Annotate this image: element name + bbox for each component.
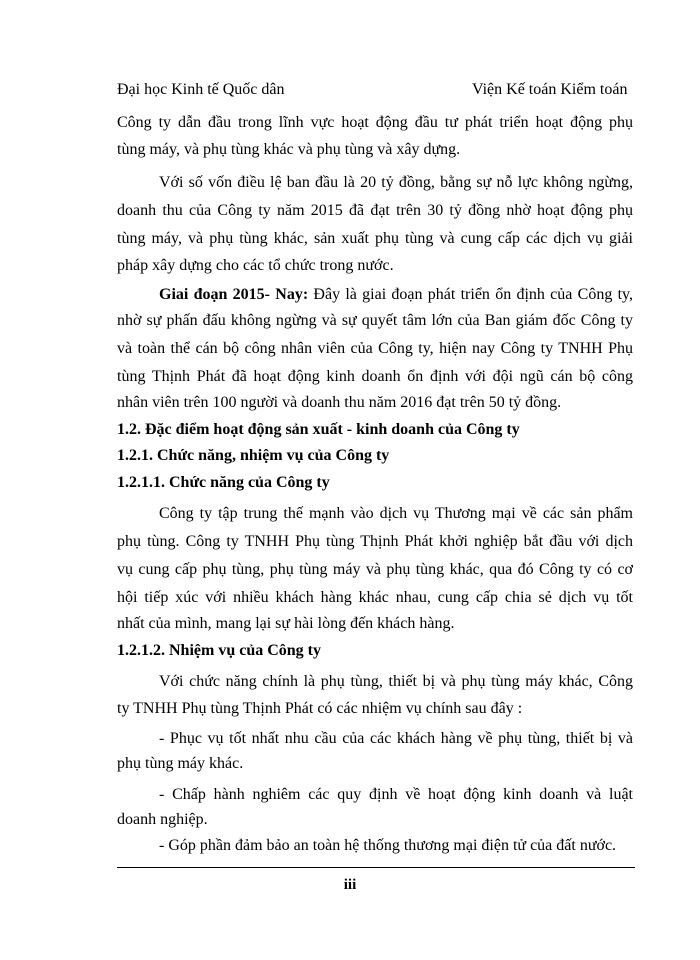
paragraph-4-line-5: nhất của mình, mang lại sự hài lòng đến khách hàng. <box>117 615 455 632</box>
paragraph-4-line-1: Công ty tập trung thế mạnh vào dịch vụ Thương mại về các sản phẩm <box>159 505 633 522</box>
paragraph-2-line-3: tùng máy, và phụ tùng khác, sản xuất phụ tùng và cung cấp các dịch vụ giải <box>117 230 633 247</box>
paragraph-4-line-3: vụ cung cấp phụ tùng, phụ tùng máy và phụ tùng khác, qua đó Công ty có cơ <box>117 561 633 578</box>
paragraph-1-line-1: Công ty dẫn đầu trong lĩnh vực hoạt động đầu tư phát triển hoạt động phụ <box>117 114 633 131</box>
period-lead-rest: Đây là giai đoạn phát triển ổn định của Công ty, <box>308 286 634 303</box>
paragraph-2-line-2: doanh thu của Công ty năm 2015 đã đạt trên 30 tỷ đồng nhờ hoạt động phụ <box>117 202 633 219</box>
paragraph-2-line-4: pháp xây dựng cho các tổ chức trong nước. <box>117 257 394 274</box>
paragraph-1-line-2: tùng máy, và phụ tùng khác và phụ tùng và xây dựng. <box>117 141 461 158</box>
bullet-1-line-2: phụ tùng máy khác. <box>117 755 244 772</box>
paragraph-3-line-4: tùng Thịnh Phát đã hoạt động kinh doanh ổn định với đội ngũ cán bộ công <box>117 368 633 385</box>
header-institute: Viện Kế toán Kiểm toán <box>472 81 628 98</box>
heading-1-2-1-1: 1.2.1.1. Chức năng của Công ty <box>117 474 330 491</box>
bullet-1-line-1: - Phục vụ tốt nhất nhu cầu của các khách hàng về phụ tùng, thiết bị và <box>159 730 633 747</box>
bullet-2-line-2: doanh nghiệp. <box>117 811 208 828</box>
paragraph-4-line-4: hội tiếp xúc với nhiều khách hàng khác nhau, cung cấp chia sẻ dịch vụ tốt <box>117 589 633 606</box>
paragraph-5-line-2: ty TNHH Phụ tùng Thịnh Phát có các nhiệm vụ chính sau đây : <box>117 700 523 717</box>
heading-1-2-1-2: 1.2.1.2. Nhiệm vụ của Công ty <box>117 642 322 659</box>
header-university: Đại học Kinh tế Quốc dân <box>117 81 285 98</box>
page-number: iii <box>343 877 357 893</box>
period-lead: Giai đoạn 2015- Nay: <box>159 286 309 303</box>
paragraph-3-line-2: nhờ sự phấn đấu không ngừng và sự quyết tâm lớn của Ban giám đốc Công ty <box>117 312 633 329</box>
paragraph-3-line-1 <box>117 285 633 305</box>
footer-divider <box>117 867 635 868</box>
paragraph-5-line-1: Với chức năng chính là phụ tùng, thiết bị và phụ tùng máy khác, Công <box>159 673 633 690</box>
paragraph-3-line-3: và toàn thể cán bộ công nhân viên của Công ty, hiện nay Công ty TNHH Phụ <box>117 340 633 357</box>
bullet-2-line-1: - Chấp hành nghiêm các quy định về hoạt động kinh doanh và luật <box>159 786 633 803</box>
paragraph-2-line-1: Với số vốn điều lệ ban đầu là 20 tỷ đồng, bằng sự nỗ lực không ngừng, <box>159 174 633 191</box>
bullet-3-line-1: - Góp phần đảm bảo an toàn hệ thống thương mại điện tử của đất nước. <box>159 837 617 854</box>
heading-1-2: 1.2. Đặc điểm hoạt động sản xuất - kinh doanh của Công ty <box>117 421 520 438</box>
paragraph-3-line-5: nhân viên trên 100 người và doanh thu năm 2016 đạt trên 50 tỷ đồng. <box>117 394 562 411</box>
heading-1-2-1: 1.2.1. Chức năng, nhiệm vụ của Công ty <box>117 447 390 464</box>
paragraph-4-line-2: phụ tùng. Công ty TNHH Phụ tùng Thịnh Phát khởi nghiệp bắt đầu với dịch <box>117 533 633 550</box>
